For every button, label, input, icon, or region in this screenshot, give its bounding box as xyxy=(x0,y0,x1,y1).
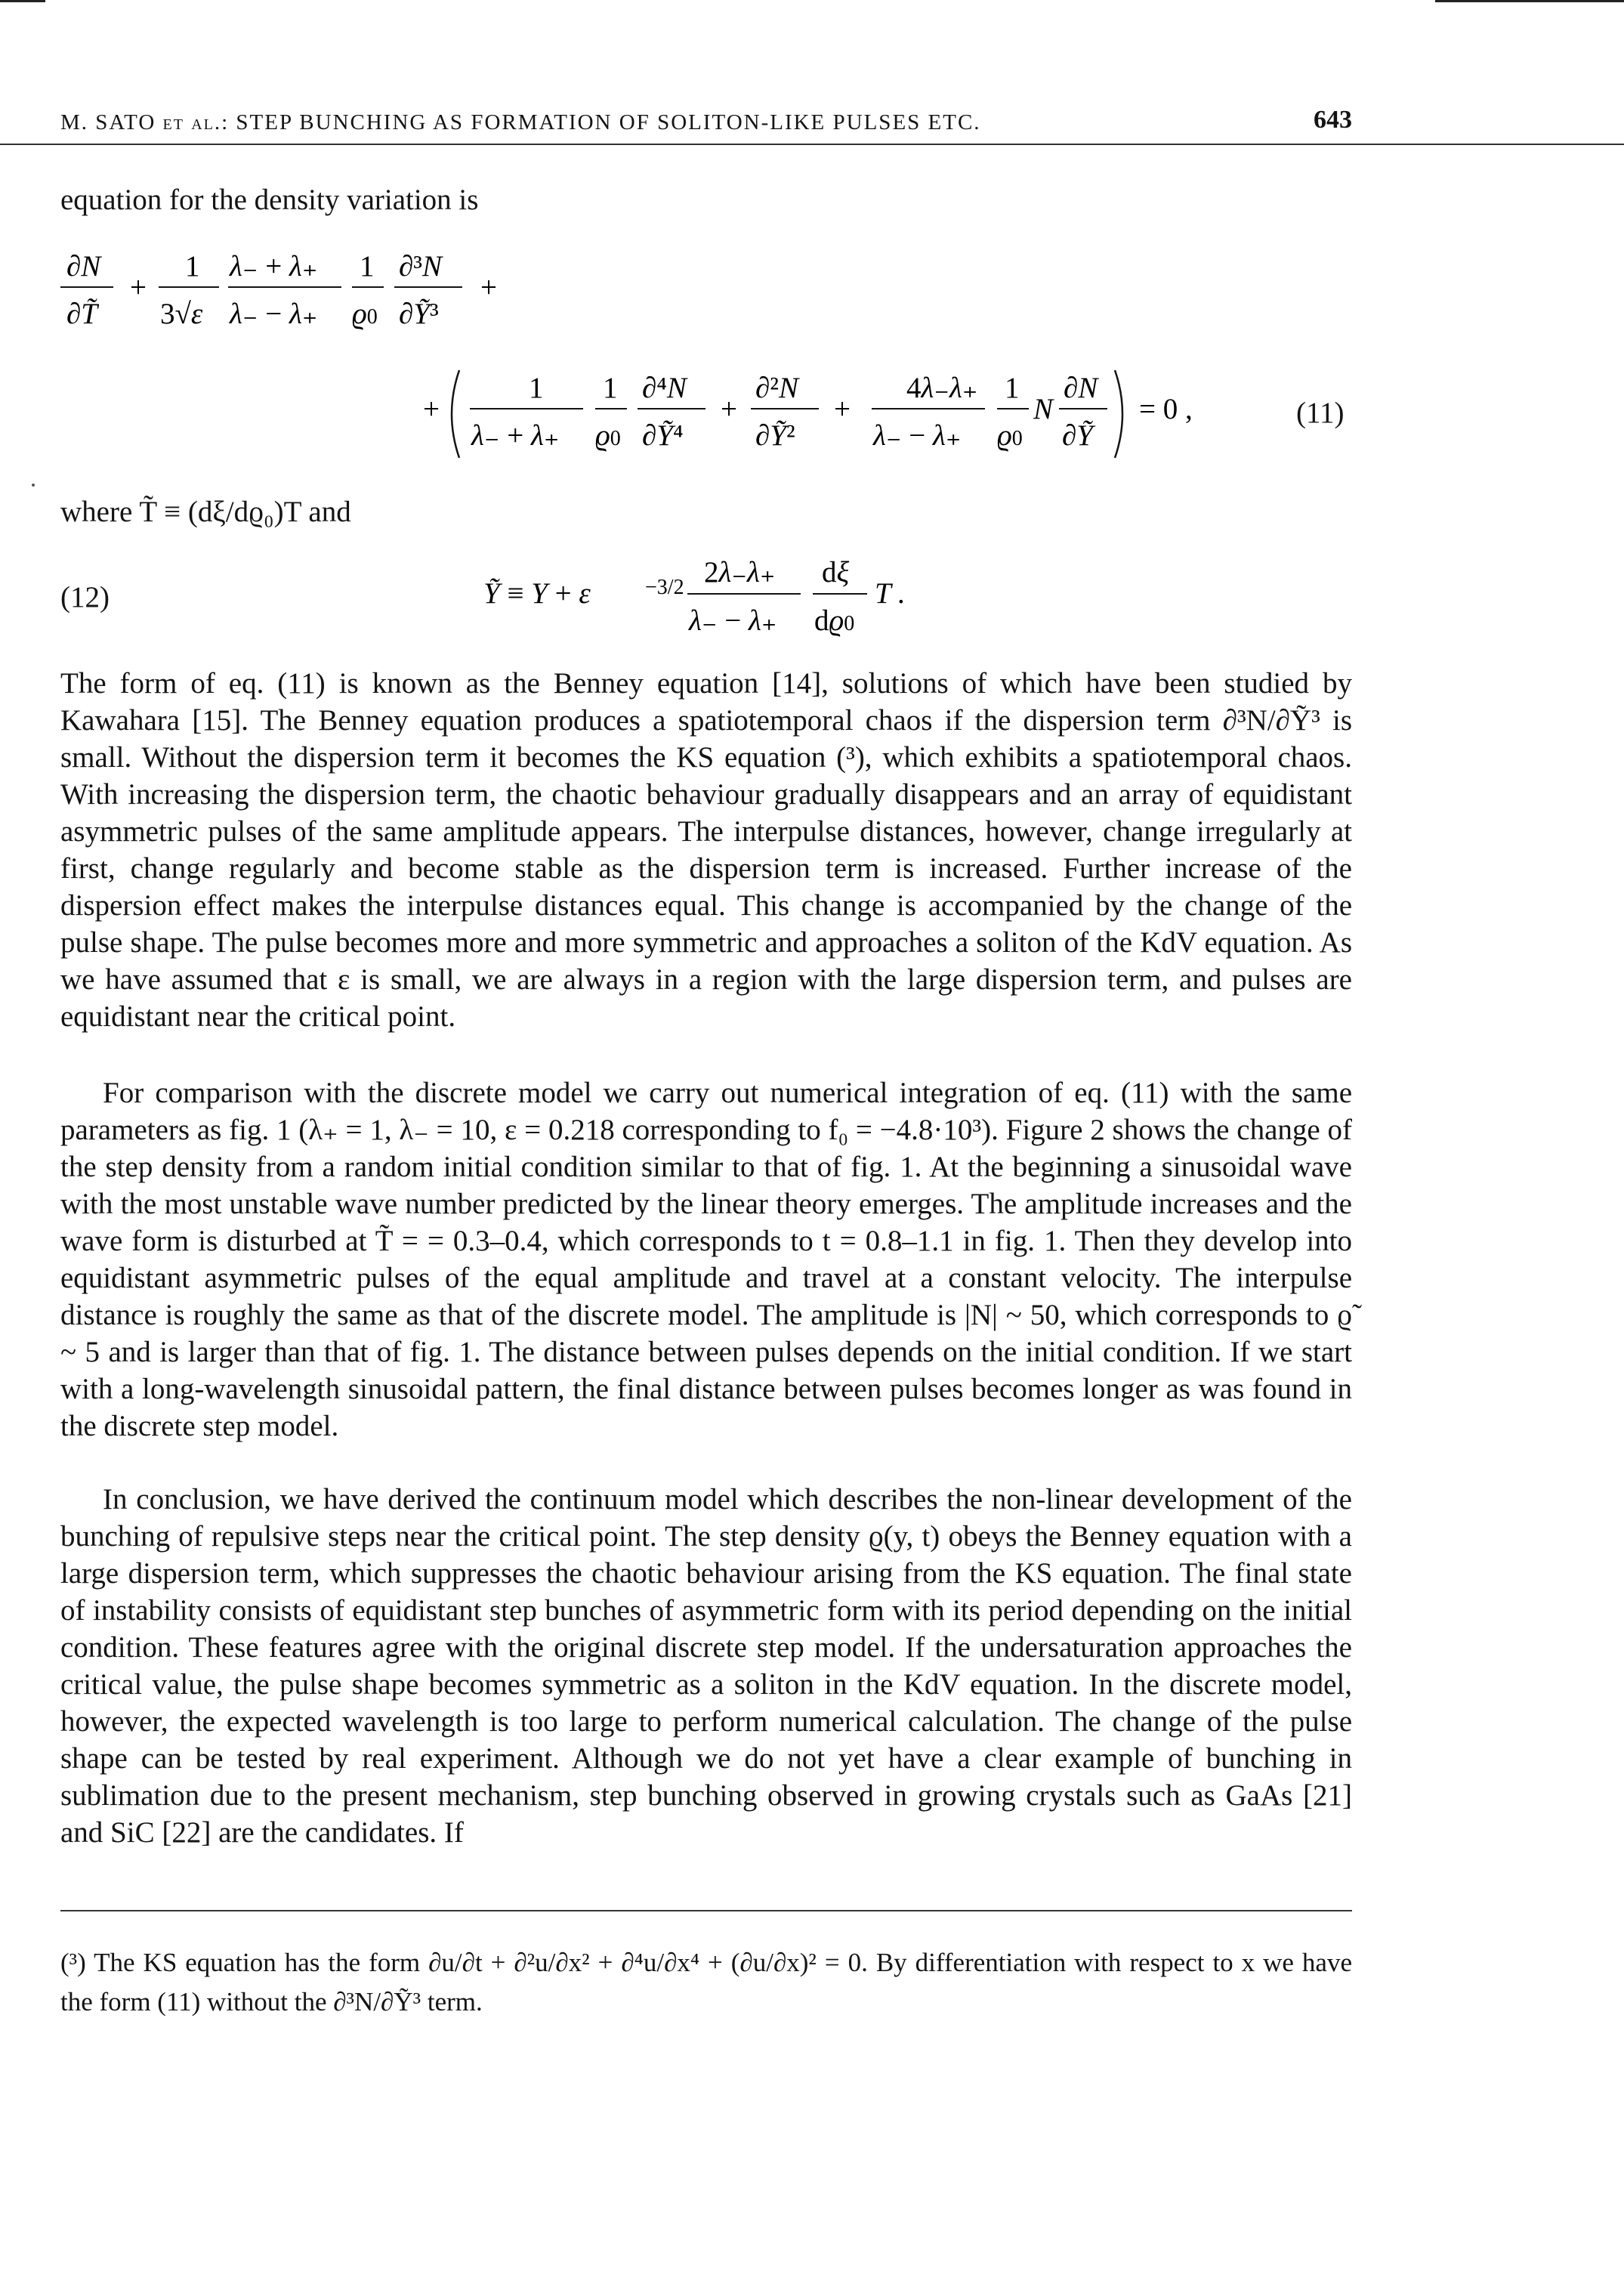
svg-text:∂Ỹ²: ∂Ỹ² xyxy=(755,419,795,452)
svg-text:T: T xyxy=(875,577,891,610)
svg-text:∂N: ∂N xyxy=(1064,372,1098,404)
svg-text:dϱ0: dϱ0 xyxy=(814,604,855,637)
svg-text:3√ε: 3√ε xyxy=(160,298,203,330)
intro-line: equation for the density variation is xyxy=(60,184,479,216)
paragraph-2: For comparison with the discrete model we carry out numerical integration of eq. (11) with the same parameters as fig. 1 (λ₊ = 1, λ₋ = 10, ε = 0.218 corresponding to f₀ = −4.8·10³). Figure 2 shows the change of the step density from a random initial condition similar to that of fig. 1. At the beginning a sinusoidal wave with the most unstable wave number predicted by the linear theory emerges. The amplitude increases and the wave form is disturbed at T̃ = = 0.3–0.4, which corresponds to t = 0.8–1.1 in fig. 1. Then they develop into equidistant asymmetric pulses of the equal amplitude and travel at a constant velocity. The interpulse distance is roughly the same as that of the discrete model. The amplitude is |N| ~ 50, which corresponds to ϱ̃ ~ 5 and is larger than that of fig. 1. The distance between pulses depends on the initial condition. If we start with a long-wavelength sinusoidal pattern, the final distance between pulses becomes longer as was found in the discrete step model. xyxy=(60,1077,1352,1442)
svg-text:1: 1 xyxy=(603,372,618,404)
svg-text:−3/2: −3/2 xyxy=(645,576,684,599)
footnote: (³) The KS equation has the form ∂u/∂t + ∂²u/∂x² + ∂⁴u/∂x⁴ + (∂u/∂x)² = 0. By differentiation with respect to x we have the form (11) without the ∂³N/∂Ỹ³ term. xyxy=(60,1948,1352,2016)
svg-text:∂⁴N: ∂⁴N xyxy=(642,372,687,404)
svg-text:.: . xyxy=(897,577,905,610)
svg-text:∂Ỹ⁴: ∂Ỹ⁴ xyxy=(642,419,684,452)
svg-text:∂Ỹ: ∂Ỹ xyxy=(1062,419,1093,452)
svg-text:ϱ0: ϱ0 xyxy=(595,419,621,452)
equation-12-number: (12) xyxy=(60,581,110,613)
svg-text:∂²N: ∂²N xyxy=(755,372,798,404)
svg-text:λ₋ + λ₊: λ₋ + λ₊ xyxy=(471,419,560,452)
svg-text:1: 1 xyxy=(1005,372,1020,404)
svg-text:+: + xyxy=(423,393,440,425)
svg-text:N: N xyxy=(1033,393,1054,425)
svg-text:1: 1 xyxy=(529,372,544,404)
footnote-rule xyxy=(60,1910,1352,1911)
top-edge-mark-left xyxy=(0,0,45,2)
svg-text:dξ: dξ xyxy=(822,556,850,589)
svg-text:∂³N: ∂³N xyxy=(399,250,442,283)
header-rule xyxy=(0,144,1624,145)
svg-text:+: + xyxy=(480,271,497,304)
svg-text:2λ₋λ₊: 2λ₋λ₊ xyxy=(704,556,776,589)
equation-11-line-1 xyxy=(60,246,574,351)
svg-text:λ₋ − λ₊: λ₋ − λ₊ xyxy=(230,298,318,330)
running-title: M. SATO et al.: STEP BUNCHING AS FORMATION OF SOLITON-LIKE PULSES ETC. xyxy=(60,110,981,134)
svg-text:Ỹ ≡ Y + ε: Ỹ ≡ Y + ε xyxy=(483,577,591,610)
equation-11-number: (11) xyxy=(1296,397,1345,429)
svg-text:λ₋ − λ₊: λ₋ − λ₊ xyxy=(873,419,962,452)
svg-text:4λ₋λ₊: 4λ₋λ₊ xyxy=(906,372,978,404)
page-number: 643 xyxy=(1314,106,1352,134)
svg-text:ϱ0: ϱ0 xyxy=(352,298,378,330)
svg-text:+: + xyxy=(721,393,737,425)
equation-12 xyxy=(483,550,952,656)
svg-text:+: + xyxy=(834,393,851,425)
svg-text:+: + xyxy=(130,271,147,304)
svg-text:λ₋ + λ₊: λ₋ + λ₊ xyxy=(230,250,318,283)
where-clause xyxy=(60,495,351,529)
svg-text:ϱ0: ϱ0 xyxy=(997,419,1023,452)
where-text: where T̃ ≡ (dξ/dϱ₀)T and xyxy=(60,496,351,528)
svg-text:= 0 ,: = 0 , xyxy=(1139,393,1193,425)
paragraph-3: In conclusion, we have derived the continuum model which describes the non-linear development of the bunching of repulsive steps near the critical point. The step density ϱ(y, t) obeys the Benney equation with a large dispersion term, which suppresses the chaotic behaviour arising from the KS equation. The final state of instability consists of equidistant step bunches of asymmetric form with its period depending on the initial condition. These features agree with the original discrete step model. If the undersaturation approaches the critical value, the pulse shape becomes symmetric as a soliton in the KdV equation. In the discrete model, however, the expected wavelength is too large to perform numerical calculation. The change of the pulse shape can be tested by real experiment. Although we do not yet have a clear example of bunching in sublimation due to the present mechanism, step bunching observed in growing crystals such as GaAs [21] and SiC [22] are the candidates. If xyxy=(60,1483,1352,1849)
svg-text:∂N: ∂N xyxy=(66,250,101,283)
svg-text:∂Ỹ³: ∂Ỹ³ xyxy=(399,298,439,330)
paragraph-1: The form of eq. (11) is known as the Benney equation [14], solutions of which have been studied by Kawahara [15]. The Benney equation produces a spatiotemporal chaos if the dispersion term ∂³N/∂Ỹ³ is small. Without the dispersion term it becomes the KS equation (³), which exhibits a spatiotemporal chaos. With increasing the dispersion term, the chaotic behaviour gradually disappears and an array of equidistant asymmetric pulses of the same amplitude appears. The interpulse distances, however, change irregularly at first, change regularly and become stable as the dispersion term is increased. Further increase of the dispersion effect makes the interpulse distances equal. This change is accompanied by the change of the pulse shape. The pulse becomes more and more symmetric and approaches a soliton of the KdV equation. As we have assumed that ε is small, we are always in a region with the large dispersion term, and pulses are equidistant near the critical point. xyxy=(60,667,1352,1033)
svg-text:∂T̃: ∂T̃ xyxy=(66,298,97,330)
equation-11-line-2 xyxy=(423,363,1254,476)
margin-dot xyxy=(32,484,35,487)
svg-text:λ₋ − λ₊: λ₋ − λ₊ xyxy=(689,604,777,637)
svg-text:1: 1 xyxy=(360,250,375,283)
svg-text:1: 1 xyxy=(185,250,200,283)
top-edge-mark-right xyxy=(1435,0,1624,2)
